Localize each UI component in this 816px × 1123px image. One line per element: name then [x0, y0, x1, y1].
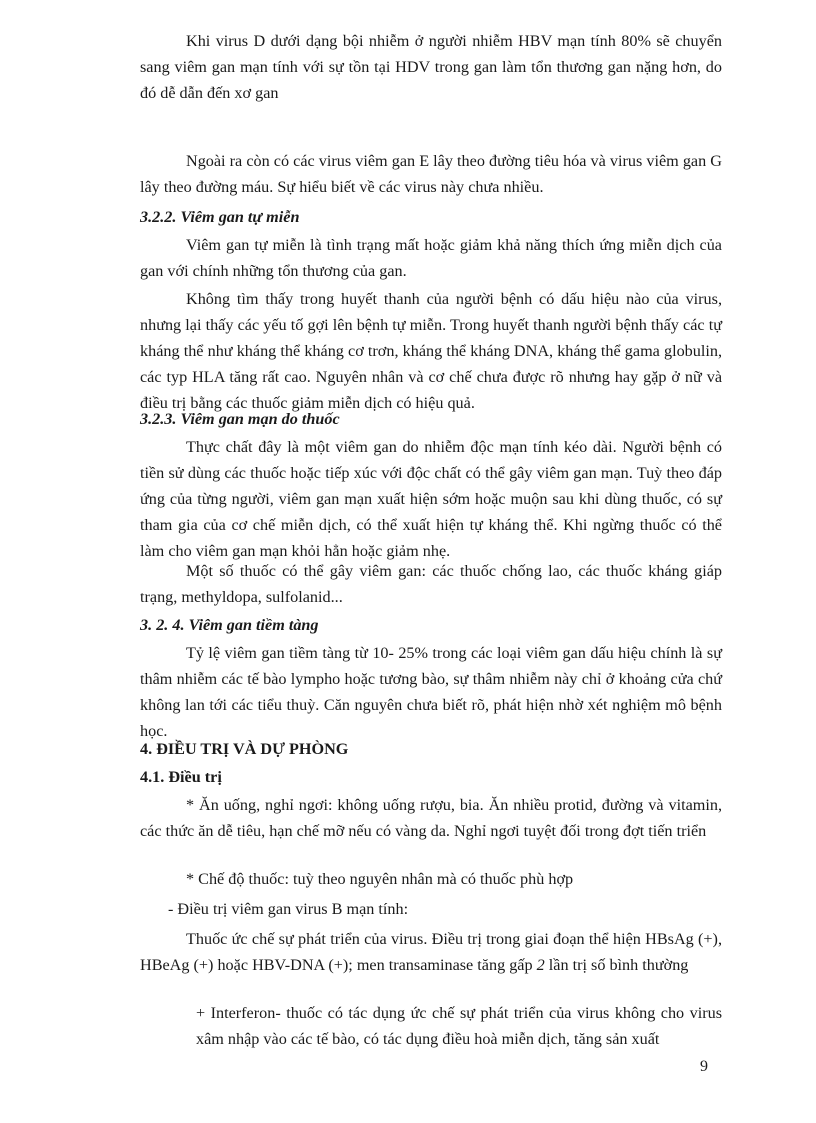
paragraph: Viêm gan tự miễn là tình trạng mất hoặc giảm khả năng thích ứng miễn dịch của gan với chính những tổn thương của gan. [140, 236, 722, 280]
paragraph: * Ăn uống, nghỉ ngơi: không uống rượu, bia. Ăn nhiều protid, đường và vitamin, các thức ăn dễ tiêu, hạn chế mỡ nếu có vàng da. Nghỉ ngơi tuyệt đối trong đợt tiến triển [140, 796, 722, 840]
italic-number: 2 [536, 956, 545, 974]
paragraph: Tỷ lệ viêm gan tiềm tàng từ 10- 25% trong các loại viêm gan dấu hiệu chính là sự thâm nhiễm các tế bào lympho hoặc tương bào, sự thâm nhiễm này chỉ ở khoảng cửa chứ không lan tới các tiểu thuỳ. Căn nguyên chưa biết rõ, phát hiện nhờ xét nghiệm mô bệnh học. [140, 644, 722, 740]
paragraph: Khi virus D dưới dạng bội nhiễm ở người nhiễm HBV mạn tính 80% sẽ chuyển sang viêm gan mạn tính với sự tồn tại HDV trong gan làm tổn thương gan nặng hơn, do đó dễ dẫn đến xơ gan [140, 32, 722, 102]
paragraph-text: lần trị số bình thường [544, 956, 689, 974]
paragraph: Thực chất đây là một viêm gan do nhiễm độc mạn tính kéo dài. Người bệnh có tiền sử dùng các thuốc hoặc tiếp xúc với độc chất có thể gây viêm gan mạn. Tuỳ theo đáp ứng của từng người, viêm gan mạn xuất hiện sớm hoặc muộn sau khi dùng thuốc, có sự tham gia của cơ chế miễn dịch, có thể xuất hiện tự kháng thể. Khi ngừng thuốc có thể làm cho viêm gan mạn khỏi hẳn hoặc giảm nhẹ. [140, 438, 722, 560]
paragraph [140, 926, 722, 978]
paragraph: Không tìm thấy trong huyết thanh của người bệnh có dấu hiệu nào của virus, nhưng lại thấy các yếu tố gợi lên bệnh tự miễn. Trong huyết thanh người bệnh thấy các tự kháng thể như kháng thể kháng cơ trơn, kháng thể kháng DNA, kháng thể gama globulin, các typ HLA tăng rất cao. Nguyên nhân và cơ chế chưa được rõ nhưng hay gặp ở nữ và điều trị bằng các thuốc giảm miễn dịch có hiệu quả. [140, 290, 722, 412]
subsection-heading: 4.1. Điều trị [140, 768, 222, 786]
section-heading: 3. 2. 4. Viêm gan tiềm tàng [140, 616, 319, 634]
page-number: 9 [700, 1058, 708, 1075]
paragraph-text: Thuốc ức chế sự phát triển của virus. Điều trị trong giai đoạn thể hiện HBsAg (+), HBeAg (+) hoặc HBV-DNA (+); men transaminase tăng gấp [140, 930, 722, 974]
section-heading: 3.2.3. Viêm gan mạn do thuốc [140, 410, 340, 428]
section-heading: 4. ĐIỀU TRỊ VÀ DỰ PHÒNG [140, 740, 349, 758]
paragraph: - Điều trị viêm gan virus B mạn tính: [168, 900, 409, 918]
section-heading: 3.2.2. Viêm gan tự miễn [140, 208, 300, 226]
paragraph: Ngoài ra còn có các virus viêm gan E lây theo đường tiêu hóa và virus viêm gan G lây theo đường máu. Sự hiểu biết về các virus này chưa nhiều. [140, 152, 722, 196]
paragraph: * Chế độ thuốc: tuỳ theo nguyên nhân mà có thuốc phù hợp [186, 870, 574, 888]
bullet-paragraph: + Interferon- thuốc có tác dụng ức chế sự phát triển của virus không cho virus xâm nhập vào các tế bào, có tác dụng điều hoà miễn dịch, tăng sản xuất [196, 1004, 722, 1048]
paragraph: Một số thuốc có thể gây viêm gan: các thuốc chống lao, các thuốc kháng giáp trạng, methyldopa, sulfolanid... [140, 562, 722, 606]
